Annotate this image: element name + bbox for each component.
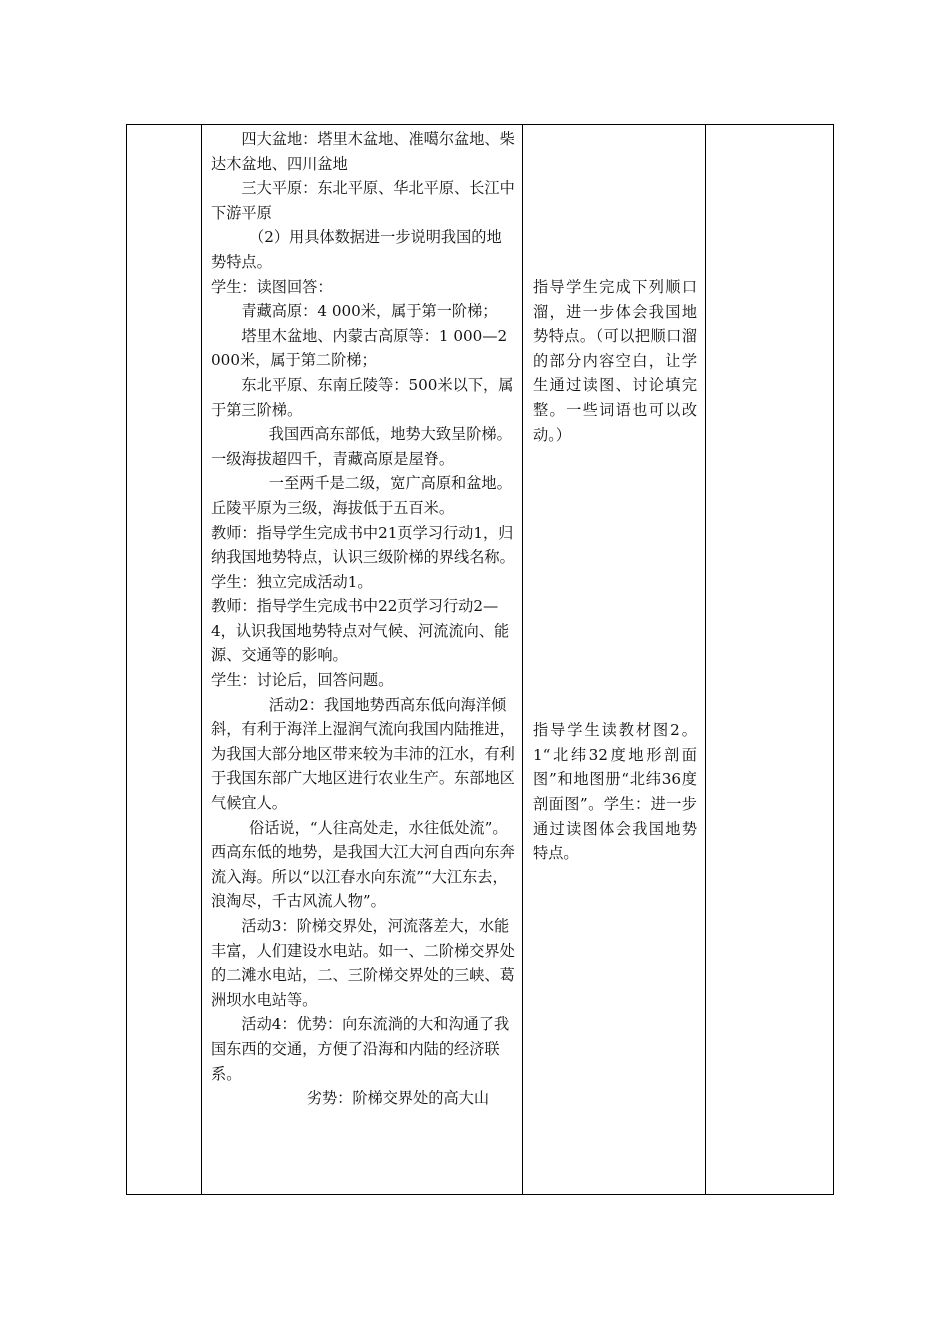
third-step-paragraph: 东北平原、东南丘陵等：500米以下，属于第三阶梯。 [211, 375, 514, 419]
activity-3-paragraph: 活动3：阶梯交界处，河流落差大，水能丰富，人们建设水电站。如一、二阶梯交界处的二滩水电站，二、三阶梯交界处的三峡、葛洲坝水电站等。 [211, 917, 515, 1009]
teacher-paragraph-2: 教师：指导学生完成书中22页学习行动2—4，认识我国地势特点对气候、河流流向、能源、交通等的影响。 [211, 597, 510, 665]
teacher-paragraph-1: 教师：指导学生完成书中21页学习行动1，归纳我国地势特点，认识三级阶梯的界线名称。 [211, 523, 515, 567]
rhyme-guidance-note: 指导学生完成下列顺口溜，进一步体会我国地势特点。（可以把顺口溜的部分内容空白，让学生通过读图、讨论填完整。一些词语也可以改动。） [533, 278, 697, 444]
lesson-plan-table [126, 124, 834, 1195]
question-paragraph: （2）用具体数据进一步说明我国的地势特点。 [211, 228, 502, 271]
column-divider [705, 125, 706, 1194]
notes-spacer [533, 127, 697, 275]
teacher-notes-cell [525, 125, 705, 1194]
second-step-paragraph: 塔里木盆地、内蒙古高原等：1 000—2 000米，属于第二阶梯； [211, 326, 508, 370]
first-step-paragraph: 青藏高原：4 000米，属于第一阶梯； [241, 302, 498, 321]
column-divider [522, 125, 523, 1194]
rhyme-paragraph-2: 一至两千是二级，宽广高原和盆地。丘陵平原为三级，海拔低于五百米。 [211, 474, 512, 517]
notes-spacer [533, 447, 697, 718]
student-paragraph-2: 学生：讨论后，回答问题。 [211, 671, 394, 690]
activity-4-paragraph: 活动4：优势：向东流淌的大和沟通了我国东西的交通，方便了沿海和内陆的经济联系。 [211, 1015, 510, 1083]
student-paragraph-1: 学生：独立完成活动1。 [211, 572, 373, 591]
figure-reading-note: 指导学生读教材图2。1“北纬32度地形剖面图”和地图册“北纬36度剖面图”。学生：进一步通过读图体会我国地势特点。 [533, 721, 697, 863]
activity-2-paragraph: 活动2：我国地势西高东低向海洋倾斜，有利于海洋上湿润气流向我国内陆推进，为我国大部分地区带来较为丰沛的江水，有利于我国东部广大地区进行农业生产。东部地区气候宜人。 [211, 695, 515, 813]
teaching-process-cell [203, 125, 522, 1194]
basins-paragraph: 四大盆地：塔里木盆地、准噶尔盆地、柴达木盆地、四川盆地 [211, 130, 515, 173]
disadvantage-paragraph: 劣势：阶梯交界处的高大山 [306, 1089, 489, 1108]
column-divider [201, 125, 202, 1194]
saying-paragraph: 俗话说，“人往高处走，水往低处流”。西高东低的地势，是我国大江大河自西向东奔流入海。所以“以江春水向东流”“大江东去，浪淘尽，千古风流人物”。 [211, 818, 515, 911]
plains-paragraph: 三大平原：东北平原、华北平原、长江中下游平原 [211, 179, 515, 222]
student-answer-label: 学生：读图回答： [211, 277, 333, 296]
rhyme-paragraph-1: 我国西高东部低，地势大致呈阶梯。一级海拔超四千，青藏高原是屋脊。 [211, 425, 512, 468]
